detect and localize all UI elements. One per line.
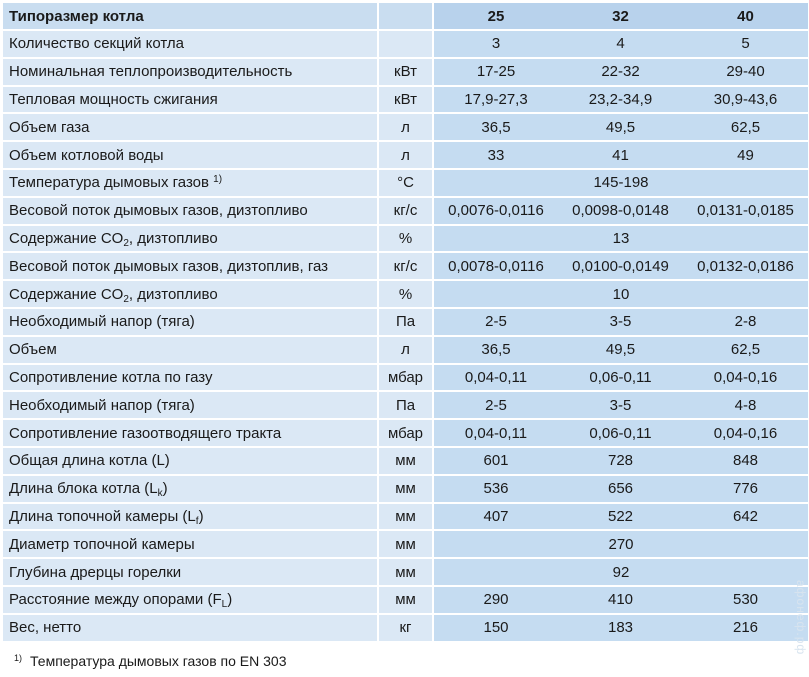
row-value-size-25: 0,0076-0,0116 xyxy=(433,197,558,225)
header-size-25: 25 xyxy=(433,3,558,30)
row-label-text: Количество секций котла xyxy=(9,35,185,53)
row-value-size-40: 30,9-43,6 xyxy=(683,86,808,114)
row-value-size-32: 0,06-0,11 xyxy=(558,419,683,447)
table-row xyxy=(3,280,808,308)
row-value-size-32: 22-32 xyxy=(558,58,683,86)
row-label-part: Расстояние между опорами (F xyxy=(9,591,222,609)
table-row xyxy=(3,530,808,558)
row-value-size-40: 0,04-0,16 xyxy=(683,364,808,392)
row-label-text: Сопротивление котла по газу xyxy=(9,368,213,386)
row-unit: кг/с xyxy=(378,197,433,225)
row-value-size-40: 2-8 xyxy=(683,308,808,336)
table-row xyxy=(3,558,808,586)
header-label: Типоразмер котла xyxy=(3,3,378,30)
row-label xyxy=(3,475,378,503)
row-label-text: Весовой поток дымовых газов, дизтопливо xyxy=(9,202,308,220)
row-label-text: Весовой поток дымовых газов, дизтоплив, газ xyxy=(9,257,329,275)
row-value-size-32: 49,5 xyxy=(558,113,683,141)
watermark: aфонеф.рф xyxy=(794,580,808,656)
table-row xyxy=(3,336,808,364)
row-label xyxy=(3,558,378,586)
row-value-size-40: 642 xyxy=(683,503,808,531)
row-label-subscript: L xyxy=(221,599,228,611)
row-label-text: Необходимый напор (тяга) xyxy=(9,313,195,331)
row-value-size-32: 0,0100-0,0149 xyxy=(558,252,683,280)
row-value-size-25: 0,04-0,11 xyxy=(433,364,558,392)
row-value-size-32: 3-5 xyxy=(558,391,683,419)
row-label-part: Длина блока котла (L xyxy=(9,480,158,498)
row-label-text: Необходимый напор (тяга) xyxy=(9,396,195,414)
row-unit: кг xyxy=(378,614,433,642)
row-label-subscript: 2 xyxy=(123,293,129,305)
table-row xyxy=(3,364,808,392)
row-label-part: ) xyxy=(227,591,233,609)
row-unit: мм xyxy=(378,558,433,586)
row-unit: мм xyxy=(378,475,433,503)
footnote-ref: 1) xyxy=(213,174,223,186)
row-value-size-40: 4-8 xyxy=(683,391,808,419)
row-unit: мм xyxy=(378,530,433,558)
row-value-size-40: 216 xyxy=(683,614,808,642)
table-row xyxy=(3,614,808,642)
row-value-size-32: 522 xyxy=(558,503,683,531)
row-label-part: Содержание CO xyxy=(9,285,124,303)
row-label xyxy=(3,530,378,558)
row-label-text: Объем газа xyxy=(9,118,90,136)
table-row xyxy=(3,447,808,475)
row-value-size-40: 0,0132-0,0186 xyxy=(683,252,808,280)
row-unit: мм xyxy=(378,586,433,614)
row-label-text: Объем котловой воды xyxy=(9,146,164,164)
row-label-text: Объем xyxy=(9,341,57,359)
row-label-text: Температура дымовых газов xyxy=(9,174,209,192)
row-label-part: ) xyxy=(162,480,168,498)
table-row xyxy=(3,197,808,225)
row-value-size-32: 728 xyxy=(558,447,683,475)
row-value-size-25: 290 xyxy=(433,586,558,614)
row-value-size-40: 776 xyxy=(683,475,808,503)
row-label xyxy=(3,197,378,225)
table-row xyxy=(3,252,808,280)
row-value-size-32: 183 xyxy=(558,614,683,642)
row-value-size-25: 17-25 xyxy=(433,58,558,86)
row-label xyxy=(3,447,378,475)
row-label xyxy=(3,58,378,86)
row-value-all-sizes: 145-198 xyxy=(433,169,808,197)
row-unit: л xyxy=(378,336,433,364)
row-label-part: , дизтопливо xyxy=(128,285,218,303)
row-label-part: Длина топочной камеры (L xyxy=(9,507,196,525)
row-unit: Па xyxy=(378,308,433,336)
row-value-all-sizes: 13 xyxy=(433,225,808,253)
row-value-size-25: 33 xyxy=(433,141,558,169)
row-value-size-25: 150 xyxy=(433,614,558,642)
row-unit: кВт xyxy=(378,86,433,114)
row-label-subscript: k xyxy=(157,488,163,500)
row-value-size-25: 2-5 xyxy=(433,308,558,336)
table-row xyxy=(3,58,808,86)
row-value-size-25: 0,0078-0,0116 xyxy=(433,252,558,280)
row-value-size-25: 36,5 xyxy=(433,336,558,364)
table-row xyxy=(3,308,808,336)
header-size-32: 32 xyxy=(558,3,683,30)
row-value-size-40: 62,5 xyxy=(683,336,808,364)
row-label xyxy=(3,419,378,447)
row-value-size-32: 0,0098-0,0148 xyxy=(558,197,683,225)
row-unit: % xyxy=(378,280,433,308)
row-unit: л xyxy=(378,141,433,169)
row-value-size-32: 0,06-0,11 xyxy=(558,364,683,392)
row-value-size-40: 848 xyxy=(683,447,808,475)
row-label xyxy=(3,113,378,141)
row-value-all-sizes: 10 xyxy=(433,280,808,308)
table-row xyxy=(3,113,808,141)
row-unit: л xyxy=(378,113,433,141)
row-unit: °C xyxy=(378,169,433,197)
row-label xyxy=(3,614,378,642)
row-value-size-25: 0,04-0,11 xyxy=(433,419,558,447)
header-size-40: 40 xyxy=(683,3,808,30)
row-value-size-32: 49,5 xyxy=(558,336,683,364)
table-row xyxy=(3,86,808,114)
table-row xyxy=(3,169,808,197)
table-row xyxy=(3,141,808,169)
row-value-size-40: 29-40 xyxy=(683,58,808,86)
table-row xyxy=(3,586,808,614)
row-label xyxy=(3,141,378,169)
row-label xyxy=(3,364,378,392)
row-label-text: Общая длина котла (L) xyxy=(9,452,170,470)
footnote-text: Температура дымовых газов по EN 303 xyxy=(30,653,287,669)
row-value-all-sizes: 270 xyxy=(433,530,808,558)
row-label-part: Содержание CO xyxy=(9,229,124,247)
row-value-size-40: 62,5 xyxy=(683,113,808,141)
row-value-size-40: 530 xyxy=(683,586,808,614)
row-unit: мм xyxy=(378,503,433,531)
table-header-row xyxy=(3,3,808,30)
row-unit: кВт xyxy=(378,58,433,86)
row-label-subscript: f xyxy=(195,515,199,527)
boiler-spec-table xyxy=(3,3,808,643)
table-row xyxy=(3,503,808,531)
row-label xyxy=(3,169,378,197)
row-value-size-40: 49 xyxy=(683,141,808,169)
row-unit: мм xyxy=(378,447,433,475)
row-label-text: Вес, нетто xyxy=(9,619,82,637)
row-label xyxy=(3,503,378,531)
row-unit: Па xyxy=(378,391,433,419)
row-value-size-32: 4 xyxy=(558,30,683,58)
row-label-text: Диаметр топочной камеры xyxy=(9,535,195,553)
row-value-all-sizes: 92 xyxy=(433,558,808,586)
table-row xyxy=(3,391,808,419)
row-value-size-25: 407 xyxy=(433,503,558,531)
row-unit: кг/с xyxy=(378,252,433,280)
row-label-text: Тепловая мощность сжигания xyxy=(9,90,218,108)
row-value-size-32: 3-5 xyxy=(558,308,683,336)
row-label-part: , дизтопливо xyxy=(128,229,218,247)
row-value-size-40: 0,0131-0,0185 xyxy=(683,197,808,225)
row-value-size-25: 2-5 xyxy=(433,391,558,419)
row-value-size-40: 0,04-0,16 xyxy=(683,419,808,447)
row-label xyxy=(3,86,378,114)
row-value-size-25: 36,5 xyxy=(433,113,558,141)
row-value-size-32: 23,2-34,9 xyxy=(558,86,683,114)
row-value-size-25: 536 xyxy=(433,475,558,503)
header-unit xyxy=(378,3,433,30)
footnote-mark: 1) xyxy=(14,653,23,663)
row-label-text: Сопротивление газоотводящего тракта xyxy=(9,424,282,442)
row-label xyxy=(3,336,378,364)
footnote xyxy=(14,653,287,669)
row-label xyxy=(3,586,378,614)
row-value-size-40: 5 xyxy=(683,30,808,58)
row-unit: мбар xyxy=(378,419,433,447)
table-row xyxy=(3,419,808,447)
row-value-size-32: 41 xyxy=(558,141,683,169)
row-unit xyxy=(378,30,433,58)
row-label-text: Номинальная теплопроизводительность xyxy=(9,63,293,81)
table-row xyxy=(3,30,808,58)
table-row xyxy=(3,475,808,503)
row-value-size-25: 3 xyxy=(433,30,558,58)
row-unit: мбар xyxy=(378,364,433,392)
row-label xyxy=(3,391,378,419)
row-label xyxy=(3,30,378,58)
row-label xyxy=(3,280,378,308)
row-label xyxy=(3,225,378,253)
row-label xyxy=(3,308,378,336)
row-value-size-32: 410 xyxy=(558,586,683,614)
row-value-size-25: 601 xyxy=(433,447,558,475)
row-label-subscript: 2 xyxy=(123,237,129,249)
row-label xyxy=(3,252,378,280)
row-label-text: Глубина дрерцы горелки xyxy=(9,563,182,581)
row-unit: % xyxy=(378,225,433,253)
row-label-part: ) xyxy=(198,507,204,525)
table-row xyxy=(3,225,808,253)
row-value-size-25: 17,9-27,3 xyxy=(433,86,558,114)
row-value-size-32: 656 xyxy=(558,475,683,503)
